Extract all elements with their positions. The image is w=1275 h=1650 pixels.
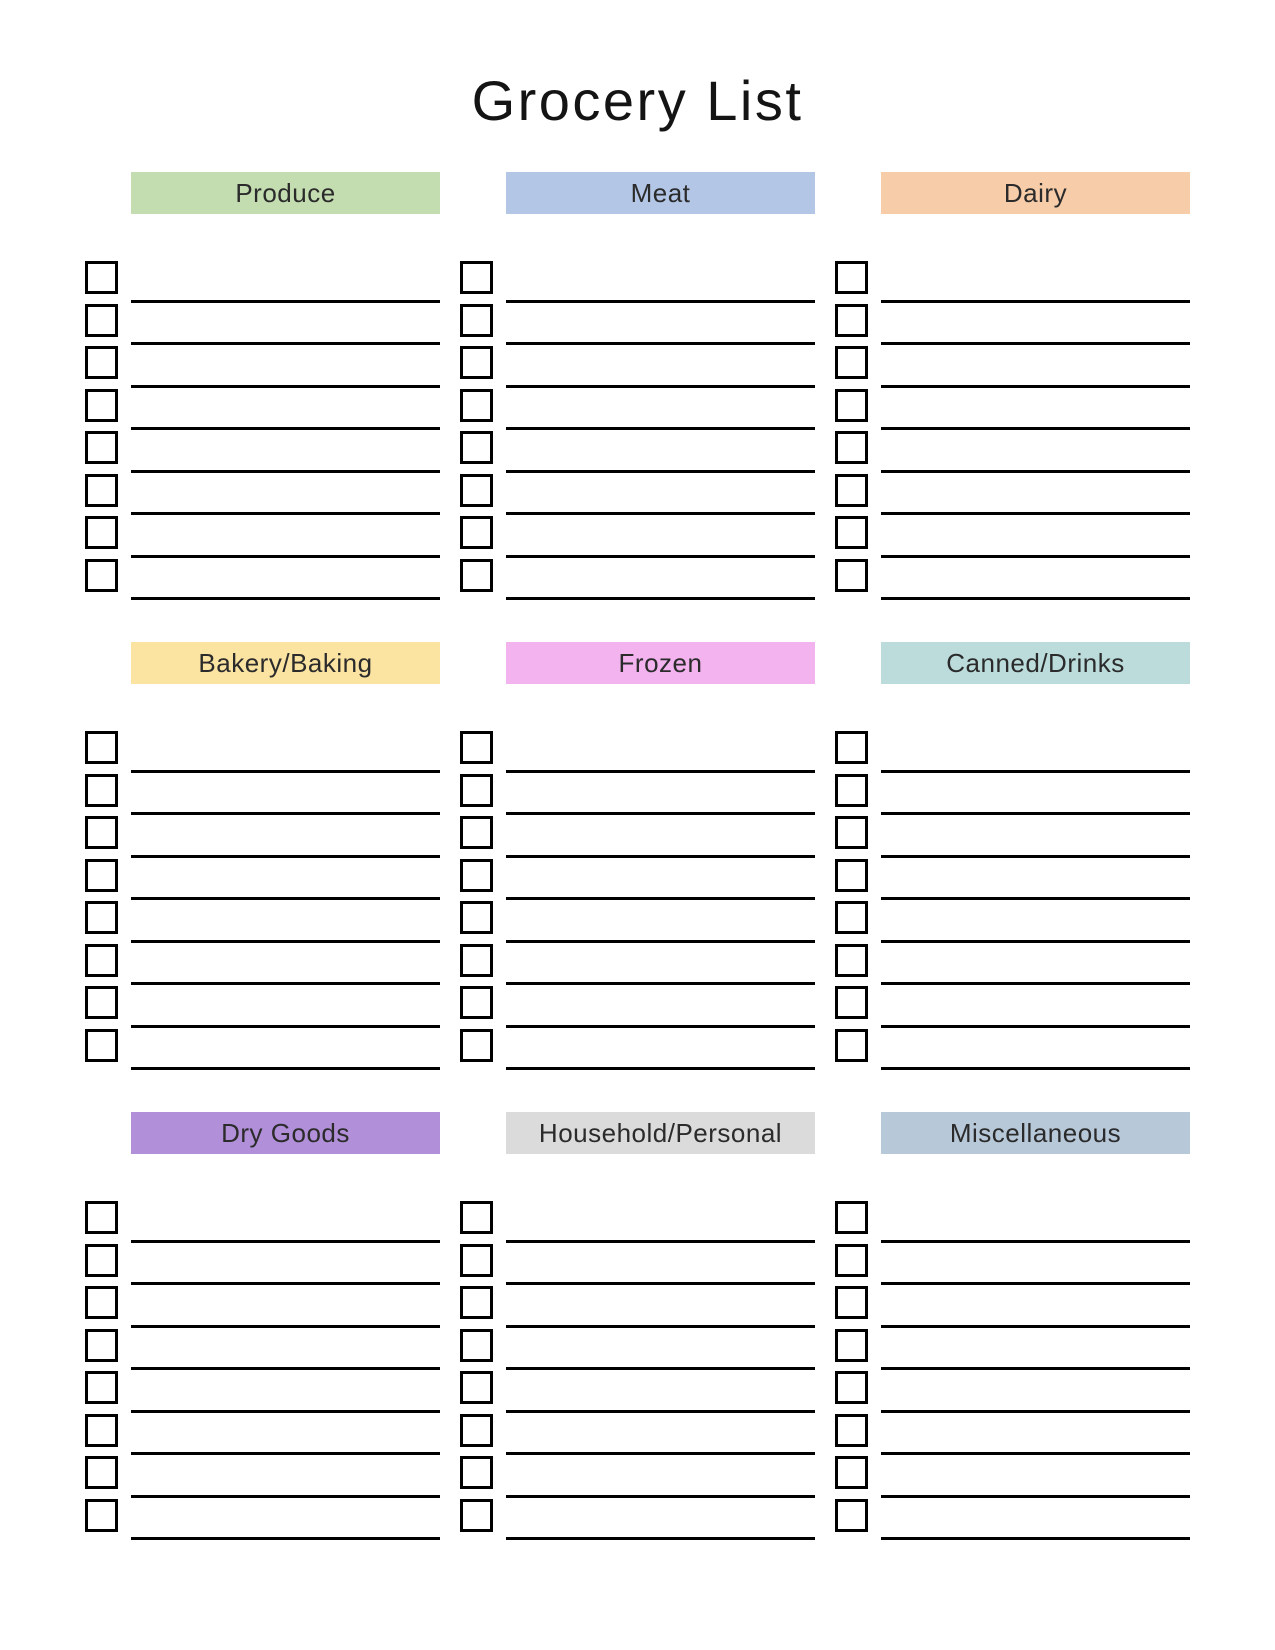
list-item (85, 515, 440, 558)
item-checkbox[interactable] (835, 1329, 868, 1362)
item-checkbox[interactable] (85, 1414, 118, 1447)
list-item (835, 1370, 1190, 1413)
section-header-meat: Meat (506, 172, 815, 214)
item-checkbox[interactable] (460, 1201, 493, 1234)
item-checkbox[interactable] (460, 1029, 493, 1062)
item-checkbox[interactable] (85, 1499, 118, 1532)
list-item (835, 985, 1190, 1028)
item-write-line[interactable] (131, 1537, 440, 1540)
item-checkbox[interactable] (460, 1456, 493, 1489)
section-header-dairy: Dairy (881, 172, 1190, 214)
item-checkbox[interactable] (85, 901, 118, 934)
list-item (835, 900, 1190, 943)
list-item (85, 900, 440, 943)
list-item (835, 943, 1190, 986)
item-checkbox[interactable] (85, 1286, 118, 1319)
item-checkbox[interactable] (460, 431, 493, 464)
item-checkbox[interactable] (85, 731, 118, 764)
item-write-line[interactable] (881, 1067, 1190, 1070)
list-item (85, 345, 440, 388)
list-item (85, 430, 440, 473)
list-item (835, 1413, 1190, 1456)
item-write-line[interactable] (131, 597, 440, 600)
item-checkbox[interactable] (835, 559, 868, 592)
item-checkbox[interactable] (85, 1456, 118, 1489)
section-rows (835, 730, 1190, 1070)
list-item (85, 985, 440, 1028)
item-checkbox[interactable] (460, 816, 493, 849)
list-item (460, 730, 815, 773)
item-checkbox[interactable] (835, 859, 868, 892)
item-checkbox[interactable] (85, 859, 118, 892)
list-item (835, 515, 1190, 558)
section-header-produce: Produce (131, 172, 440, 214)
list-item (835, 730, 1190, 773)
item-checkbox[interactable] (460, 901, 493, 934)
list-item (85, 558, 440, 601)
list-item (460, 388, 815, 431)
list-item (835, 773, 1190, 816)
list-item (460, 815, 815, 858)
section-dairy (835, 172, 1190, 600)
section-header-dry-goods: Dry Goods (131, 1112, 440, 1154)
list-item (460, 1028, 815, 1071)
list-item (460, 558, 815, 601)
item-checkbox[interactable] (460, 859, 493, 892)
section-meat (460, 172, 815, 600)
item-checkbox[interactable] (85, 346, 118, 379)
item-checkbox[interactable] (835, 346, 868, 379)
list-item (835, 430, 1190, 473)
list-item (835, 858, 1190, 901)
item-write-line[interactable] (506, 597, 815, 600)
section-canned-drinks (835, 642, 1190, 1070)
list-item (460, 1455, 815, 1498)
list-item (85, 773, 440, 816)
section-header-household-personal: Household/Personal (506, 1112, 815, 1154)
list-item (85, 1243, 440, 1286)
item-checkbox[interactable] (85, 516, 118, 549)
section-frozen (460, 642, 815, 1070)
list-item (460, 303, 815, 346)
section-rows (85, 1200, 440, 1540)
item-checkbox[interactable] (835, 774, 868, 807)
item-checkbox[interactable] (835, 304, 868, 337)
item-checkbox[interactable] (460, 474, 493, 507)
list-item (460, 900, 815, 943)
item-checkbox[interactable] (85, 261, 118, 294)
item-checkbox[interactable] (835, 1371, 868, 1404)
item-checkbox[interactable] (85, 1029, 118, 1062)
list-item (460, 1243, 815, 1286)
item-checkbox[interactable] (460, 1371, 493, 1404)
list-item (835, 1285, 1190, 1328)
item-checkbox[interactable] (85, 304, 118, 337)
item-checkbox[interactable] (835, 261, 868, 294)
item-checkbox[interactable] (835, 1029, 868, 1062)
section-household-personal (460, 1112, 815, 1540)
item-checkbox[interactable] (835, 901, 868, 934)
list-item (460, 1413, 815, 1456)
list-item (460, 1200, 815, 1243)
list-item (85, 1328, 440, 1371)
list-item (85, 1370, 440, 1413)
list-item (85, 815, 440, 858)
section-rows (835, 260, 1190, 600)
list-item (460, 1328, 815, 1371)
item-checkbox[interactable] (85, 1371, 118, 1404)
list-item (85, 1498, 440, 1541)
item-checkbox[interactable] (835, 1414, 868, 1447)
item-checkbox[interactable] (835, 474, 868, 507)
item-write-line[interactable] (881, 597, 1190, 600)
item-checkbox[interactable] (835, 944, 868, 977)
section-header-frozen: Frozen (506, 642, 815, 684)
list-item (460, 473, 815, 516)
list-item (85, 730, 440, 773)
item-checkbox[interactable] (85, 431, 118, 464)
item-checkbox[interactable] (835, 389, 868, 422)
section-rows (85, 730, 440, 1070)
item-checkbox[interactable] (835, 1286, 868, 1319)
item-checkbox[interactable] (460, 516, 493, 549)
item-checkbox[interactable] (835, 731, 868, 764)
item-checkbox[interactable] (460, 986, 493, 1019)
list-item (835, 815, 1190, 858)
list-item (835, 388, 1190, 431)
list-item (460, 260, 815, 303)
item-checkbox[interactable] (460, 731, 493, 764)
item-checkbox[interactable] (835, 1244, 868, 1277)
list-item (835, 558, 1190, 601)
list-item (835, 303, 1190, 346)
section-rows (460, 730, 815, 1070)
item-checkbox[interactable] (85, 1201, 118, 1234)
list-item (460, 1498, 815, 1541)
section-header-canned-drinks: Canned/Drinks (881, 642, 1190, 684)
item-checkbox[interactable] (460, 1499, 493, 1532)
item-checkbox[interactable] (85, 389, 118, 422)
list-item (835, 1498, 1190, 1541)
list-item (835, 1328, 1190, 1371)
item-checkbox[interactable] (835, 431, 868, 464)
list-item (460, 773, 815, 816)
list-item (460, 1285, 815, 1328)
item-checkbox[interactable] (835, 816, 868, 849)
list-item (835, 473, 1190, 516)
section-rows (85, 260, 440, 600)
section-bakery-baking (85, 642, 440, 1070)
list-item (85, 260, 440, 303)
section-rows (835, 1200, 1190, 1540)
item-checkbox[interactable] (85, 474, 118, 507)
list-item (460, 345, 815, 388)
item-checkbox[interactable] (460, 1329, 493, 1362)
list-item (85, 943, 440, 986)
list-item (835, 345, 1190, 388)
list-item (85, 1028, 440, 1071)
item-checkbox[interactable] (85, 559, 118, 592)
list-item (460, 858, 815, 901)
list-item (460, 1370, 815, 1413)
list-item (460, 985, 815, 1028)
section-rows (460, 260, 815, 600)
item-write-line[interactable] (506, 1067, 815, 1070)
list-item (85, 1285, 440, 1328)
item-write-line[interactable] (131, 1067, 440, 1070)
section-rows (460, 1200, 815, 1540)
item-checkbox[interactable] (85, 986, 118, 1019)
item-checkbox[interactable] (460, 1244, 493, 1277)
item-checkbox[interactable] (85, 816, 118, 849)
list-item (460, 430, 815, 473)
list-item (85, 1413, 440, 1456)
list-item (835, 1028, 1190, 1071)
section-header-bakery-baking: Bakery/Baking (131, 642, 440, 684)
list-item (460, 515, 815, 558)
item-checkbox[interactable] (460, 304, 493, 337)
item-checkbox[interactable] (835, 1499, 868, 1532)
section-header-miscellaneous: Miscellaneous (881, 1112, 1190, 1154)
item-checkbox[interactable] (460, 1286, 493, 1319)
item-checkbox[interactable] (460, 774, 493, 807)
list-item (835, 260, 1190, 303)
list-item (85, 388, 440, 431)
section-dry-goods (85, 1112, 440, 1540)
list-item (85, 1200, 440, 1243)
sections-grid (85, 172, 1190, 1540)
item-write-line[interactable] (881, 1537, 1190, 1540)
page-title: Grocery List (471, 69, 804, 132)
list-item (85, 473, 440, 516)
list-item (85, 1455, 440, 1498)
item-checkbox[interactable] (460, 346, 493, 379)
list-item (85, 303, 440, 346)
item-checkbox[interactable] (460, 1414, 493, 1447)
list-item (835, 1455, 1190, 1498)
list-item (85, 858, 440, 901)
item-checkbox[interactable] (85, 774, 118, 807)
section-produce (85, 172, 440, 600)
item-checkbox[interactable] (835, 986, 868, 1019)
item-checkbox[interactable] (460, 559, 493, 592)
item-checkbox[interactable] (460, 944, 493, 977)
list-item (835, 1243, 1190, 1286)
item-checkbox[interactable] (85, 1329, 118, 1362)
item-checkbox[interactable] (835, 1201, 868, 1234)
item-checkbox[interactable] (85, 944, 118, 977)
list-item (460, 943, 815, 986)
item-checkbox[interactable] (835, 1456, 868, 1489)
item-write-line[interactable] (506, 1537, 815, 1540)
item-checkbox[interactable] (835, 516, 868, 549)
item-checkbox[interactable] (460, 261, 493, 294)
list-item (835, 1200, 1190, 1243)
section-miscellaneous (835, 1112, 1190, 1540)
item-checkbox[interactable] (85, 1244, 118, 1277)
item-checkbox[interactable] (460, 389, 493, 422)
